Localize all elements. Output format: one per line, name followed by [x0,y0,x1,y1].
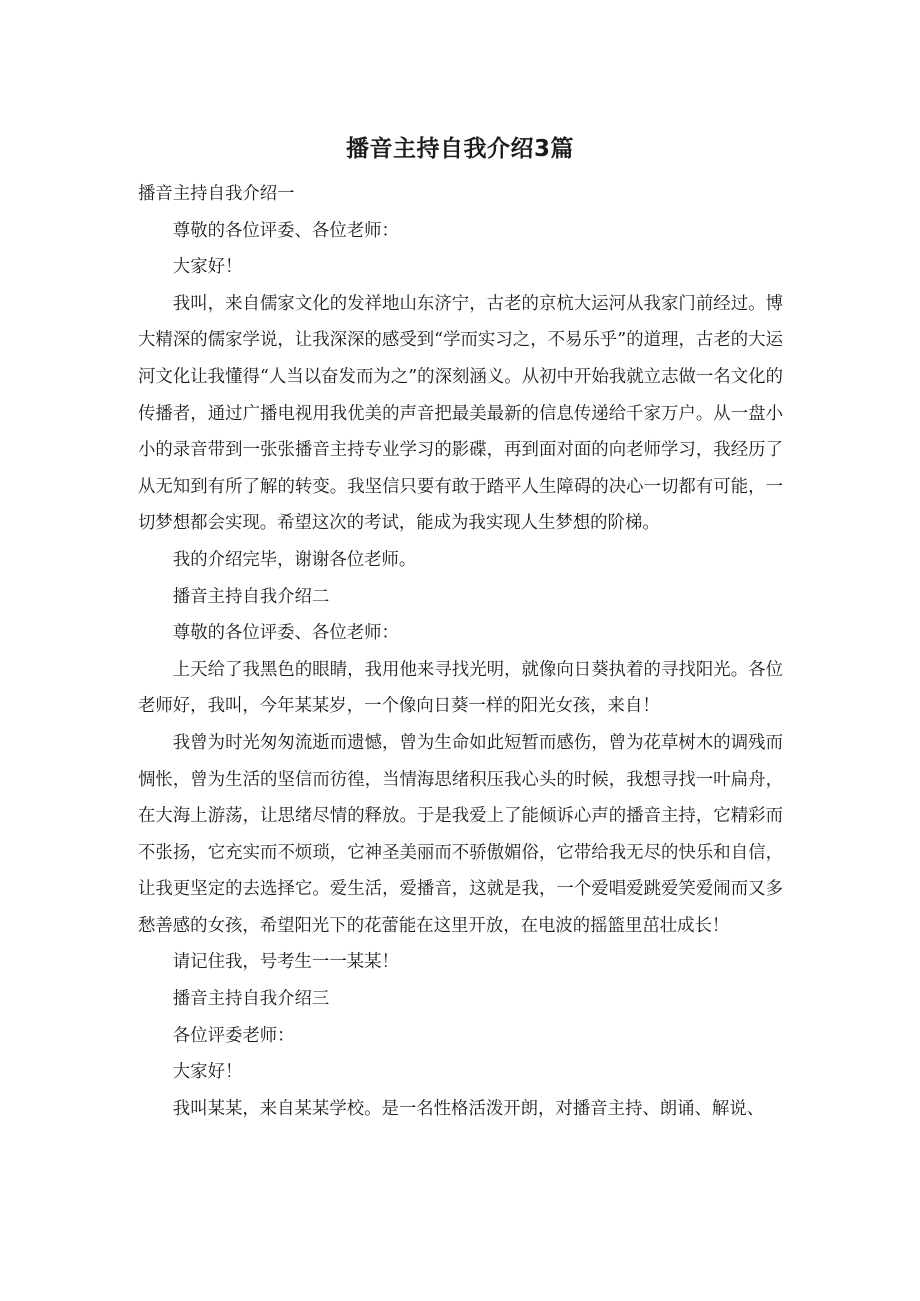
paragraph: 各位评委老师： [172,1025,295,1046]
paragraph: 请记住我，号考生一一某某！ [172,952,399,973]
paragraph: 我叫，来自儒家文化的发祥地山东济宁，古老的京杭大运河从我家门前经过。博大精深的儒家学说，让我深深的感受到“学而实习之，不易乐乎”的道理，古老的大运河文化让我懂得“人当以奋发而为之”的深刻涵义。从初中开始我就立志做一名文化的传播者，通过广播电视用我优美的声音把最美最新的信息传递给千家万户。从一盘小小的录音带到一张张播音主持专业学习的影碟，再到面对面的向老师学习，我经历了从无知到有所了解的转变。我坚信只要有敢于踏平人生障碍的决心一切都有可能，一切梦想都会实现。希望这次的考试，能成为我实现人生梦想的阶梯。 [138,293,783,534]
paragraph: 播音主持自我介绍三 [172,989,330,1010]
paragraph: 我的介绍完毕，谢谢各位老师。 [172,549,417,570]
paragraph: 大家好！ [172,1062,243,1083]
paragraph: 大家好！ [172,257,243,278]
document-title: 播音主持自我介绍3篇 [345,136,574,162]
paragraph: 播音主持自我介绍一 [138,184,295,204]
paragraph: 播音主持自我介绍二 [172,586,330,607]
paragraph: 上天给了我黑色的眼睛，我用他来寻找光明，就像向日葵执着的寻找阳光。各位老师好，我叫，今年某某岁，一个像向日葵一样的阳光女孩，来自！ [138,659,783,717]
document-body [138,176,783,1127]
paragraph: 尊敬的各位评委、各位老师： [172,220,399,241]
paragraph: 我曾为时光匆匆流逝而遗憾，曾为生命如此短暂而感伤，曾为花草树木的调残而惆怅，曾为生活的坚信而彷徨，当情海思绪积压我心头的时候，我想寻找一叶扁舟，在大海上游荡，让思绪尽情的释放。于是我爱上了能倾诉心声的播音主持，它精彩而不张扬，它充实而不烦琐，它神圣美丽而不骄傲媚俗，它带给我无尽的快乐和自信，让我更坚定的去选择它。爱生活，爱播音，这就是我，一个爱唱爱跳爱笑爱闹而又多愁善感的女孩，希望阳光下的花蕾能在这里开放，在电波的摇篮里茁壮成长！ [138,732,783,936]
paragraph: 我叫某某，来自某某学校。是一名性格活泼开朗，对播音主持、朗诵、解说、 [172,1098,765,1119]
paragraph: 尊敬的各位评委、各位老师： [172,623,399,644]
